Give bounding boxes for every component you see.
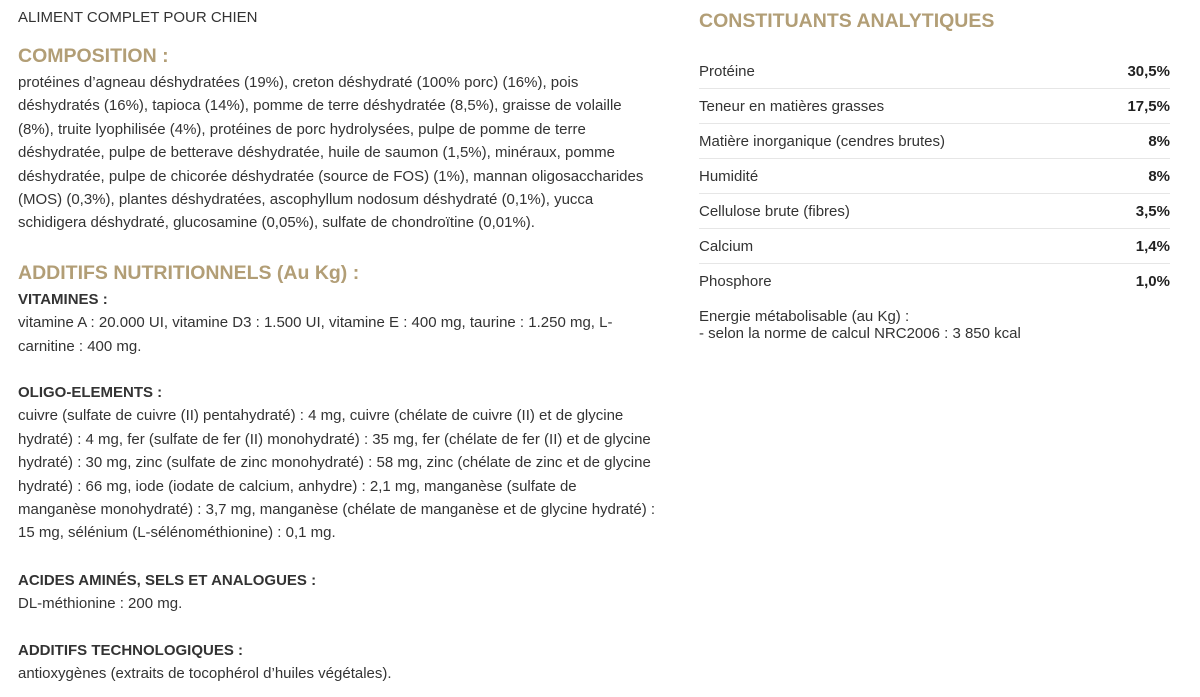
analysis-label: Humidité xyxy=(699,159,1101,194)
vitamines-line: vitamine A : 20.000 UI, vitamine D3 : 1.500 UI, vitamine E : 400 mg, taurine : 1.250 mg, L- xyxy=(18,314,613,332)
additifs-technologiques-line: antioxygènes (extraits de tocophérol d’huiles végétales). xyxy=(18,665,392,683)
composition-line: déshydratée, pulpe de chicorée déshydratée (source de FOS) (1%), mannan oligosaccharides xyxy=(18,167,644,185)
acides-amines-title: ACIDES AMINÉS, SELS ET ANALOGUES : xyxy=(18,572,317,589)
composition-line: (MOS) (0,3%), plantes déshydratées, ascophyllum nodosum déshydraté (0,1%), yucca xyxy=(18,191,594,209)
analysis-value: 8% xyxy=(1101,124,1170,159)
analysis-label: Cellulose brute (fibres) xyxy=(699,194,1101,229)
energy-label: Energie métabolisable (au Kg) : xyxy=(699,308,910,325)
analysis-row xyxy=(699,194,1170,229)
oligo-elements-title: OLIGO-ELEMENTS : xyxy=(18,384,163,401)
oligo-elements-line: manganèse monohydraté) : 3,7 mg, manganèse (chélate de manganèse et de glycine hydraté) : xyxy=(18,501,656,519)
composition-line: protéines d’agneau déshydratées (19%), creton déshydraté (100% porc) (16%), pois xyxy=(18,74,579,91)
constituants-heading: CONSTITUANTS ANALYTIQUES xyxy=(699,10,995,32)
energy-value: - selon la norme de calcul NRC2006 : 3 850 kcal xyxy=(699,325,1021,342)
vitamines-line: carnitine : 400 mg. xyxy=(18,337,142,355)
analysis-value: 3,5% xyxy=(1101,194,1170,229)
analysis-row xyxy=(699,124,1170,159)
analysis-label: Teneur en matières grasses xyxy=(699,89,1101,124)
additifs-heading: ADDITIFS NUTRITIONNELS (Au Kg) : xyxy=(18,262,360,284)
composition-line: déshydratés (16%), tapioca (14%), pomme de terre déshydratée (8,5%), graisse de volaille xyxy=(18,97,622,115)
analysis-value: 8% xyxy=(1101,159,1170,194)
analysis-label: Phosphore xyxy=(699,272,772,290)
analysis-row xyxy=(699,89,1170,124)
analysis-label: Matière inorganique (cendres brutes) xyxy=(699,124,1101,159)
composition-text xyxy=(18,71,686,235)
oligo-elements-line: cuivre (sulfate de cuivre (II) pentahydraté) : 4 mg, cuivre (chélate de cuivre (II) et de glycine xyxy=(18,407,624,425)
vitamines-block xyxy=(18,288,686,358)
composition-line: schidigera déshydraté, glucosamine (0,05%), sulfate de chondroïtine (0,01%). xyxy=(18,214,535,232)
oligo-elements-line: hydraté) : 30 mg, zinc (sulfate de zinc monohydraté) : 58 mg, zinc (chélate de zinc et de glycine xyxy=(18,454,651,472)
analysis-row xyxy=(699,54,1170,89)
analysis-table xyxy=(699,54,1170,298)
analysis-row xyxy=(699,159,1170,194)
analysis-label: Calcium xyxy=(699,229,1101,264)
analysis-row xyxy=(699,229,1170,264)
analysis-label: Protéine xyxy=(699,54,1101,89)
analysis-row xyxy=(699,264,1170,299)
composition-line: (8%), truite lyophilisée (4%), protéines de porc hydrolysées, pulpe de pomme de terre xyxy=(18,120,586,138)
oligo-elements-line: hydraté) : 66 mg, iode (iodate de calcium, anhydre) : 2,1 mg, manganèse (sulfate de xyxy=(18,477,577,495)
oligo-elements-block xyxy=(18,381,686,545)
analysis-value: 17,5% xyxy=(1101,89,1170,124)
acides-amines-block xyxy=(18,569,686,616)
energy-info xyxy=(699,308,1170,342)
oligo-elements-line: 15 mg, sélénium (L-sélénométhionine) : 0,1 mg. xyxy=(18,524,336,542)
analysis-value: 1,0% xyxy=(1135,272,1170,290)
additifs-technologiques-title: ADDITIFS TECHNOLOGIQUES : xyxy=(18,642,243,659)
composition-heading: COMPOSITION : xyxy=(18,45,169,67)
product-type: ALIMENT COMPLET POUR CHIEN xyxy=(18,9,258,26)
acides-amines-line: DL-méthionine : 200 mg. xyxy=(18,595,183,613)
additifs-technologiques-block xyxy=(18,639,686,686)
vitamines-title: VITAMINES : xyxy=(18,291,108,308)
analysis-value: 30,5% xyxy=(1101,54,1170,89)
oligo-elements-line: hydraté) : 4 mg, fer (sulfate de fer (II) monohydraté) : 35 mg, fer (chélate de fer (II) et de glycine xyxy=(18,430,651,448)
analysis-value: 1,4% xyxy=(1101,229,1170,264)
composition-line: déshydratée, pulpe de betterave déshydratée, huile de saumon (1,5%), minéraux, pomme xyxy=(18,144,616,162)
